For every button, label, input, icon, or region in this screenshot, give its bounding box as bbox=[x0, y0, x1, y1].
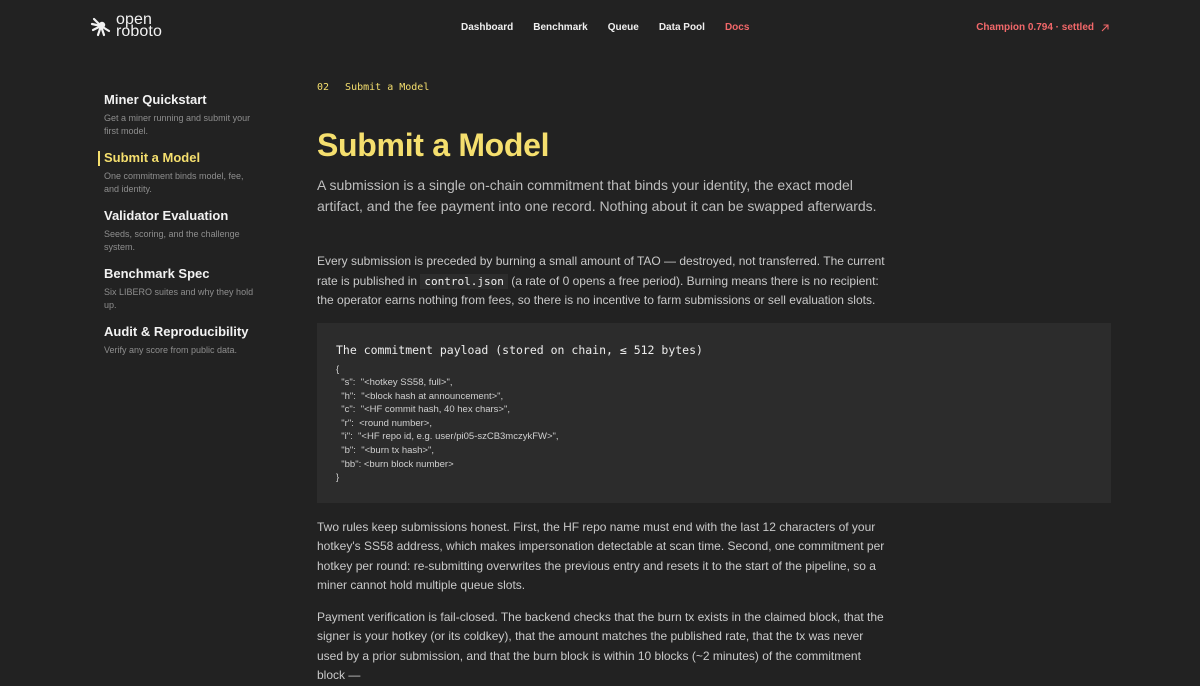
sidebar-item-desc: Seeds, scoring, and the challenge system. bbox=[104, 229, 240, 252]
code-block-title: The commitment payload (stored on chain, ≤ 512 bytes) bbox=[336, 342, 703, 357]
page-title: Submit a Model bbox=[317, 127, 550, 163]
champion-label: Champion 0.794 · settled bbox=[976, 22, 1094, 33]
sidebar-item-title: Submit a Model bbox=[104, 150, 201, 165]
logo-line-2: roboto bbox=[116, 23, 162, 40]
sidebar-item-title: Benchmark Spec bbox=[104, 266, 210, 281]
section-number: 02 bbox=[317, 82, 330, 93]
sidebar-item-audit-reproducibility[interactable] bbox=[104, 324, 264, 357]
burn-paragraph-text-1: Every submission is preceded by burning a small amount of TAO — destroyed, not transferred. The current rate is published in bbox=[317, 254, 885, 288]
lede-paragraph: A submission is a single on-chain commitment that binds your identity, the exact model artifact, and the fee payment into one record. Nothing about it can be swapped afterwards. bbox=[317, 177, 877, 214]
control-json-code: control.json bbox=[420, 274, 507, 289]
logo-line-1: open bbox=[116, 11, 152, 28]
sidebar-item-desc: Get a miner running and submit your first model. bbox=[104, 113, 251, 136]
nav-benchmark[interactable]: Benchmark bbox=[533, 22, 588, 33]
sidebar-item-title: Validator Evaluation bbox=[104, 208, 229, 223]
nav-data-pool[interactable]: Data Pool bbox=[658, 22, 705, 33]
sidebar-item-title: Miner Quickstart bbox=[104, 92, 207, 107]
main-nav bbox=[461, 22, 769, 33]
commitment-payload-codeblock bbox=[317, 323, 1111, 503]
logo-wordmark bbox=[116, 11, 162, 40]
rules-paragraph: Two rules keep submissions honest. First, the HF repo name must end with the last 12 characters of your hotkey's SS58 address, which makes impersonation detectable at scan time. Second, one commitment per hotkey per round: re-submitting overwrites the previous entry and resets it to the start of the pipeline, so a miner cannot hold multiple queue slots. bbox=[317, 519, 885, 593]
sidebar-item-desc: One commitment binds model, fee, and identity. bbox=[104, 171, 244, 194]
burn-paragraph bbox=[317, 252, 892, 311]
nav-docs[interactable]: Docs bbox=[724, 22, 750, 33]
top-bar bbox=[0, 0, 1200, 56]
sidebar-item-title: Audit & Reproducibility bbox=[104, 324, 249, 339]
sidebar-item-desc: Six LIBERO suites and why they hold up. bbox=[104, 287, 254, 310]
section-eyebrow bbox=[317, 82, 1111, 93]
doc-content bbox=[317, 82, 1111, 686]
sidebar-item-validator-evaluation[interactable] bbox=[104, 208, 264, 254]
external-arrow-icon bbox=[1100, 23, 1110, 33]
nav-queue[interactable]: Queue bbox=[607, 22, 639, 33]
nav-dashboard[interactable]: Dashboard bbox=[461, 22, 514, 33]
sidebar-item-desc: Verify any score from public data. bbox=[104, 345, 238, 355]
champion-link[interactable] bbox=[976, 22, 1110, 33]
sidebar-item-submit-a-model[interactable] bbox=[104, 150, 264, 196]
payment-verification-paragraph: Payment verification is fail-closed. The backend checks that the burn tx exists in the claimed block, that the signer is your hotkey (or its coldkey), that the amount matches the published rate, that the tx was never used by a prior submission, and that the burn block is within 10 blocks (~2 minutes) of the commitment block — bbox=[317, 609, 884, 683]
brand-logo[interactable] bbox=[90, 11, 162, 40]
sidebar-item-miner-quickstart[interactable] bbox=[104, 92, 264, 138]
code-block-body: { "s": "<hotkey SS58, full>", "h": "<block hash at announcement>", "c": "<HF commit hash, 40 hex chars>", "r": <round number>, "i": "<HF repo id, e.g. user/pi05-szCB3mczykFW>", "b": "<burn tx hash>", "bb": <burn block number> } bbox=[336, 363, 559, 484]
sidebar-item-benchmark-spec[interactable] bbox=[104, 266, 264, 312]
docs-sidebar bbox=[104, 92, 264, 369]
logo-mark-icon bbox=[90, 14, 112, 38]
section-label: Submit a Model bbox=[345, 82, 430, 93]
burn-paragraph-text-2: (a rate of 0 opens a free period). Burning means there is no recipient: the operator earns nothing from fees, so there is no incentive to farm submissions or sell evaluation slots. bbox=[317, 273, 879, 307]
